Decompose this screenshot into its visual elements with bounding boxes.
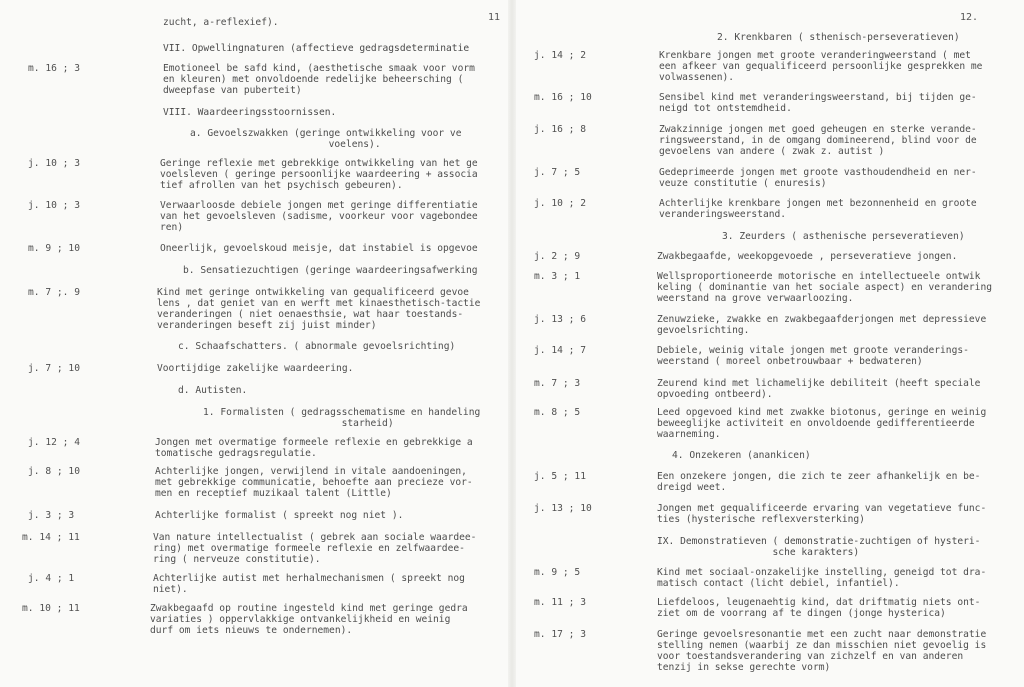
case-description: Zenuwzieke, zwakke en zwakbegaafderjongen met depressieve gevoelsrichting. xyxy=(657,314,987,336)
case-description: Kind met sociaal-onzakelijke instelling, geneigd tot dra- matisch contact (licht debiel, infantiel). xyxy=(657,567,987,589)
case-description: Voortijdige zakelijke waardeering. xyxy=(157,363,354,374)
case-code: m. 8 ; 5 xyxy=(534,407,581,418)
case-code: m. 16 ; 3 xyxy=(28,63,80,74)
case-code: j. 10 ; 2 xyxy=(534,198,586,209)
case-description: Liefdeloos, leugenaehtig kind, dat driftmatig niets ont- ziet om de voorrang af te dingen (jonge hysterica) xyxy=(657,597,981,619)
case-code: j. 12 ; 4 xyxy=(28,437,80,448)
case-code: j. 13 ; 10 xyxy=(534,503,592,514)
section-heading: IX. Demonstratieven ( demonstratie-zuchtigen of hysteri- sche karakters) xyxy=(657,536,981,558)
case-code: j. 10 ; 3 xyxy=(28,158,80,169)
page-number: 12. xyxy=(960,12,979,23)
case-code: j. 7 ; 5 xyxy=(534,167,581,178)
case-code: m. 10 ; 11 xyxy=(22,603,80,614)
case-description: Een onzekere jongen, die zich te zeer afhankelijk en be- dreigd weet. xyxy=(657,471,981,493)
section-heading: VII. Opwellingnaturen (affectieve gedragsdeterminatie xyxy=(163,43,470,54)
case-description: Leed opgevoed kind met zwakke biotonus, geringe en weinig beweeglijke activiteit en onvoldoende gedifferentieerde waarneming. xyxy=(657,407,987,440)
case-code: j. 14 ; 2 xyxy=(534,50,586,61)
right-page xyxy=(512,0,1024,687)
case-description: Zwakbegaafd op routine ingesteld kind met geringe gedra variaties ) oppervlakkige ontvankelijkheid en weinig durf om iets nieuws te ondernemen). xyxy=(150,603,468,636)
case-description: Wellsproportioneerde motorische en intellectueele ontwik keling ( dominantie van het sociale aspect) en verandering weerstand na grove verwaarloozing. xyxy=(657,271,993,304)
case-code: m. 11 ; 3 xyxy=(534,597,586,608)
subsection-heading: 1. Formalisten ( gedragsschematisme en handeling starheid) xyxy=(203,407,481,429)
case-description: Achterlijke krenkbare jongen met bezonnenheid en groote veranderingsweerstand. xyxy=(659,198,977,220)
case-code: j. 4 ; 1 xyxy=(28,573,75,584)
subsection-heading: 3. Zeurders ( asthenische perseveratieven) xyxy=(722,231,965,242)
case-code: j. 3 ; 3 xyxy=(28,510,75,521)
case-description: Zeurend kind met lichamelijke debiliteit (heeft speciale opvoeding ontbeerd). xyxy=(657,378,981,400)
case-description: Krenkbare jongen met groote veranderingweerstand ( met een afkeer van gequalificeerd persoonlijke gesprekken me volwassenen). xyxy=(659,50,983,83)
case-description: Jongen met gequalificeerde ervaring van vegetatieve func- ties (hysterische reflexversterking) xyxy=(657,503,987,525)
case-code: m. 7 ;. 9 xyxy=(28,287,80,298)
case-description: Oneerlijk, gevoelskoud meisje, dat instabiel is opgevoe xyxy=(160,243,478,254)
subsection-heading: 4. Onzekeren (anankicen) xyxy=(672,450,811,461)
case-description: Achterlijke autist met herhalmechanismen ( spreekt nog niet). xyxy=(153,573,465,595)
case-code: j. 10 ; 3 xyxy=(28,200,80,211)
case-description: Kind met geringe ontwikkeling van gequalificeerd gevoe lens , dat geniet van en werft met kinaesthetisch-tactie veranderingen ( niet oenaesthsie, wat haar toestands- veranderingen beseft zij juist minder) xyxy=(157,287,481,331)
case-description: Geringe reflexie met gebrekkige ontwikkeling van het ge voelsleven ( geringe persoonlijke waardeering + associa tief afrollen van het psychisch gebeuren). xyxy=(160,158,478,191)
case-code: j. 8 ; 10 xyxy=(28,466,80,477)
case-description: Debiele, weinig vitale jongen met groote veranderings- weerstand ( moreel onbetrouwbaar + bedwateren) xyxy=(657,345,969,367)
case-code: m. 16 ; 10 xyxy=(534,92,592,103)
section-heading: VIII. Waardeeringsstoornissen. xyxy=(163,107,337,118)
subsection-heading: d. Autisten. xyxy=(178,385,248,396)
case-code: j. 13 ; 6 xyxy=(534,314,586,325)
case-code: m. 7 ; 3 xyxy=(534,378,581,389)
case-code: j. 7 ; 10 xyxy=(28,363,80,374)
case-code: m. 14 ; 11 xyxy=(22,532,80,543)
case-code: j. 14 ; 7 xyxy=(534,345,586,356)
case-description: Geringe gevoelsresonantie met een zucht naar demonstratie stelling nemen (waarbij ze dan misschien niet gevoelig is voor toestandsverandering van zichzelf en van anderen tenzij in sekse gerechte vorm) xyxy=(657,629,987,673)
page-number: 11 xyxy=(488,12,501,23)
subsection-heading: a. Gevoelszwakken (geringe ontwikkeling voor ve voelens). xyxy=(190,128,462,150)
case-code: j. 5 ; 11 xyxy=(534,471,586,482)
text-line: zucht, a-reflexief). xyxy=(163,17,279,28)
case-description: Verwaarloosde debiele jongen met geringe differentiatie van het gevoelsleven (sadisme, voorkeur voor vagebondee ren) xyxy=(160,200,478,233)
case-description: Gedeprimeerde jongen met groote vasthoudendheid en ner- veuze constitutie ( enuresis) xyxy=(659,167,977,189)
case-code: j. 16 ; 8 xyxy=(534,124,586,135)
case-description: Zwakzinnige jongen met goed geheugen en sterke verande- ringsweerstand, in de omgang domineerend, blind voor de gevoelens van andere ( zwak z. autist ) xyxy=(659,124,977,157)
subsection-heading: 2. Krenkbaren ( sthenisch-perseveratieven) xyxy=(717,32,960,43)
case-code: m. 9 ; 5 xyxy=(534,567,581,578)
case-code: m. 9 ; 10 xyxy=(28,243,80,254)
case-description: Van nature intellectualist ( gebrek aan sociale waardee- ring) met overmatige formeele reflexie en zelfwaardee- ring ( nerveuze constitutie). xyxy=(153,532,477,565)
case-description: Sensibel kind met veranderingsweerstand, bij tijden ge- neigd tot ontstemdheid. xyxy=(659,92,977,114)
case-code: j. 2 ; 9 xyxy=(534,251,581,262)
case-description: Achterlijke jongen, verwijlend in vitale aandoeningen, met gebrekkige communicatie, behoefte aan precieze vor- men en receptief muzikaal talent (Little) xyxy=(155,466,473,499)
subsection-heading: c. Schaafschatters. ( abnormale gevoelsrichting) xyxy=(178,341,456,352)
subsection-heading: b. Sensatiezuchtigen (geringe waardeeringsafwerking xyxy=(183,265,478,276)
case-code: m. 17 ; 3 xyxy=(534,629,586,640)
case-description: Emotioneel be safd kind, (aesthetische smaak voor vorm en kleuren) met onvoldoende redelijke beheersching ( dweepfase van puberteit) xyxy=(163,63,475,96)
case-code: m. 3 ; 1 xyxy=(534,271,581,282)
case-description: Achterlijke formalist ( spreekt nog niet ). xyxy=(155,510,404,521)
case-description: Zwakbegaafde, weekopgevoede , perseveratieve jongen. xyxy=(657,251,958,262)
case-description: Jongen met overmatige formeele reflexie en gebrekkige a tomatische gedragsregulatie. xyxy=(155,437,473,459)
